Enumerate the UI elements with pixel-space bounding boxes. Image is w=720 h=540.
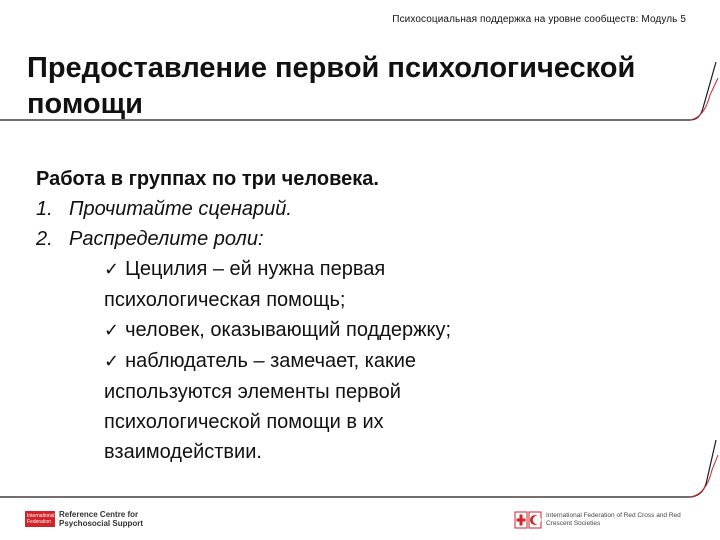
step-item [36,224,676,254]
role-text: психологическая помощь; [104,289,346,311]
red-cross-crescent-icon [514,511,542,529]
role-line [36,346,676,377]
step-text: Распределите роли: [69,228,264,250]
step-number: 1. [36,198,53,220]
role-text: взаимодействии. [104,441,262,463]
role-text: наблюдатель – замечает, какие [125,350,417,372]
checkmark-icon: ✓ [104,259,120,280]
checkmark-icon: ✓ [104,351,120,372]
role-text: Цецилия – ей нужна первая [125,258,386,280]
slide-body [36,164,676,467]
role-line [36,315,676,346]
role-line [36,437,676,467]
role-line [36,407,676,437]
slide-title: Предоставление первой психологической помощи [27,52,636,120]
step-item [36,194,676,224]
role-line [36,254,676,285]
logo-caption: Reference Centre for Psychosocial Support [59,510,144,528]
role-text: психологической помощи в их [104,411,384,433]
step-text: Прочитайте сценарий. [69,198,292,220]
intro-text: Работа в группах по три человека. [36,168,379,190]
role-line [36,377,676,407]
logo-caption: International Federation of Red Cross and Red Crescent Societies [546,512,681,527]
step-number: 2. [36,228,53,250]
logo-badge: International Federation [27,513,55,525]
checkmark-icon: ✓ [104,320,120,341]
role-text: человек, оказывающий поддержку; [125,319,452,341]
reference-centre-logo [25,508,149,530]
module-header: Психосоциальная поддержка на уровне сообществ: Модуль 5 [392,14,686,25]
ifrc-logo [514,510,696,530]
role-line [36,285,676,315]
role-text: используются элементы первой [104,381,401,403]
